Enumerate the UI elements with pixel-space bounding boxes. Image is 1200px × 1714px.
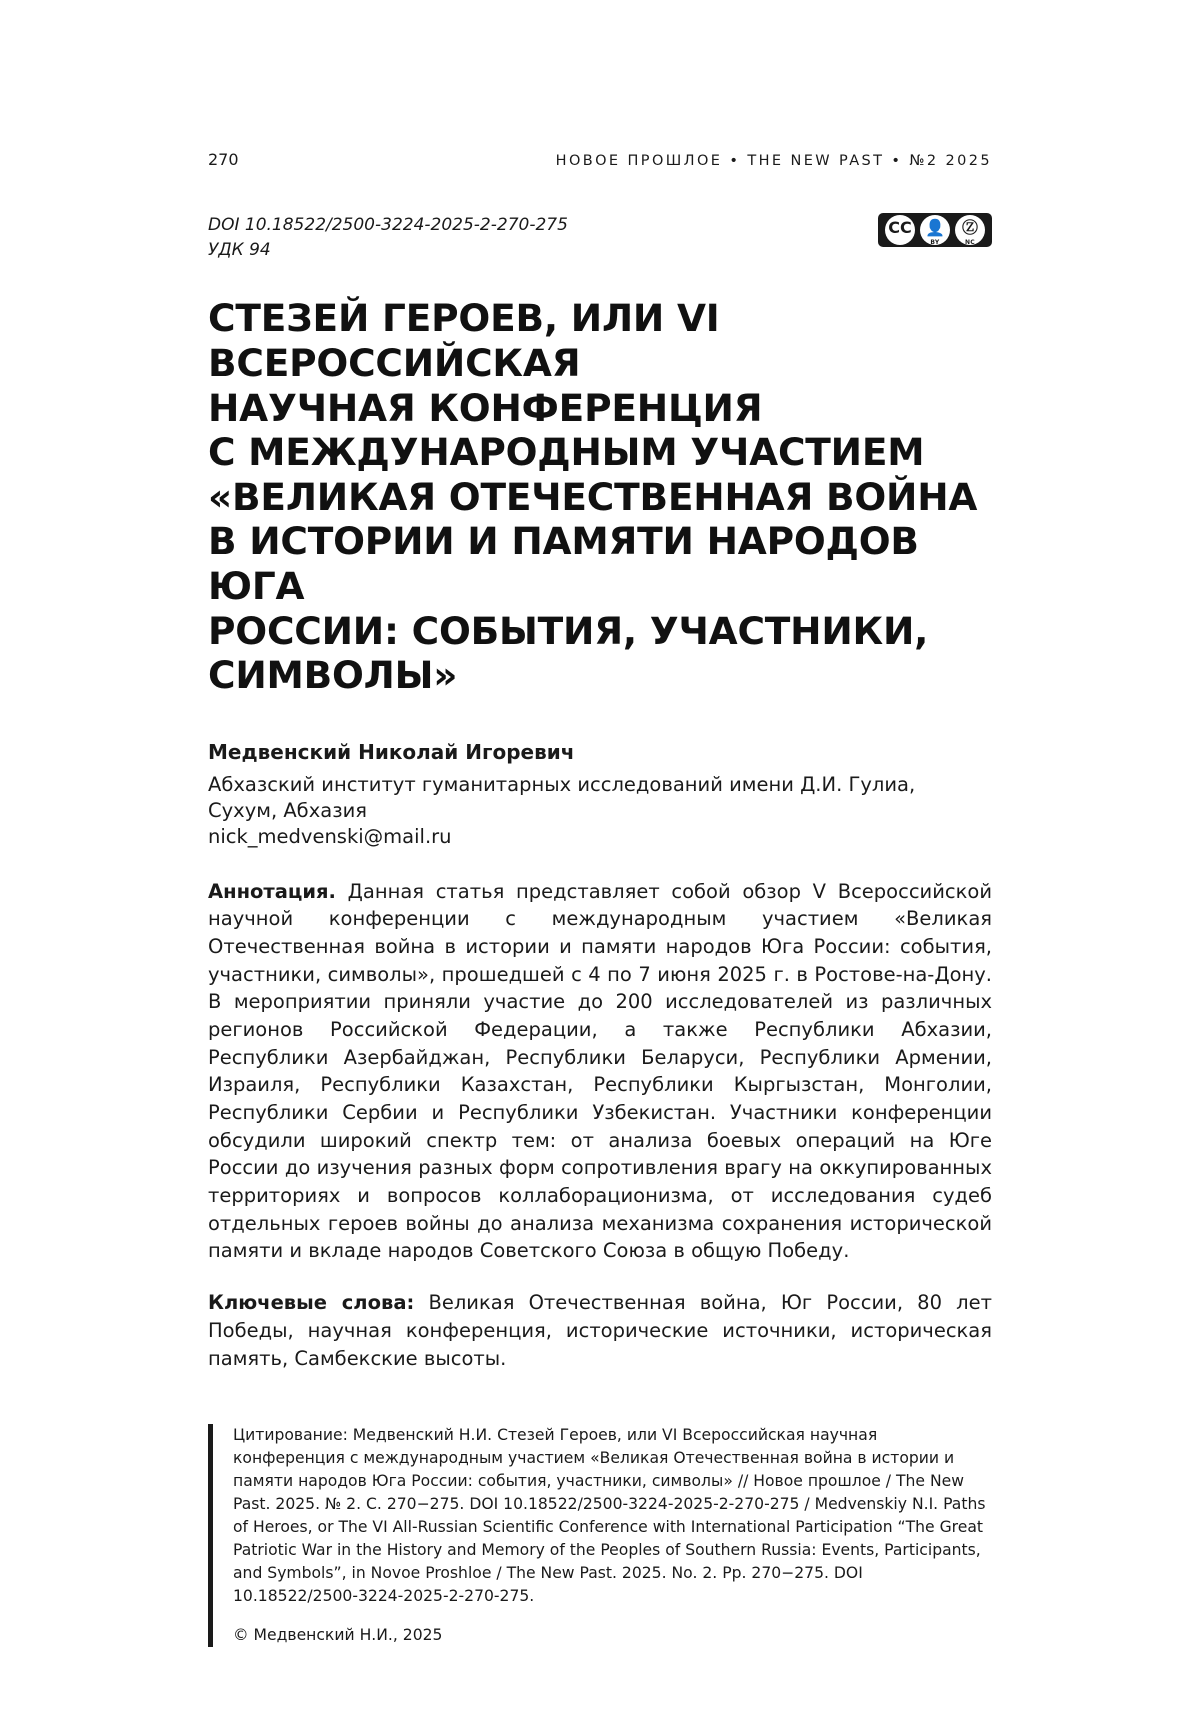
page-number: 270 xyxy=(208,150,239,169)
citation-block xyxy=(208,1424,992,1646)
author-email[interactable]: nick_medvenski@mail.ru xyxy=(208,824,452,848)
citation-text: Цитирование: Медвенский Н.И. Стезей Героев, или VI Всероссийская научная конференция с международным участием «Великая Отечественная война в истории и памяти народов Юга России: события, участники, символы» // Новое прошлое / The New Past. 2025. № 2. С. 270−275. DOI 10.18522/2500-3224-2025-2-270-275 / Medvenskiy N.I. Paths of Heroes, or The VI All-Russian Scientific Conference with International Participation “The Great Patriotic War in the History and Memory of the Peoples of Southern Russia: Events, Participants, and Symbols”, in Novoe Proshloe / The New Past. 2025. No. 2. Pp. 270−275. DOI 10.18522/2500-3224-2025-2-270-275. xyxy=(233,1426,986,1605)
affiliation-line: Абхазский институт гуманитарных исследований имени Д.И. Гулиа, xyxy=(208,772,916,796)
copyright-text: © Медвенский Н.И., 2025 xyxy=(233,1625,443,1644)
author-affiliation xyxy=(208,772,992,825)
author-block xyxy=(208,740,992,848)
identifiers xyxy=(208,213,568,262)
page-title xyxy=(208,296,992,698)
doi-text: DOI 10.18522/2500-3224-2025-2-270-275 xyxy=(208,215,568,235)
keywords-paragraph xyxy=(208,1289,992,1372)
running-head xyxy=(208,150,992,169)
title-line: СТЕЗЕЙ ГЕРОЕВ, ИЛИ VI ВСЕРОССИЙСКАЯ xyxy=(208,296,720,385)
keywords-label: Ключевые слова: xyxy=(208,1291,415,1315)
keywords-text: Великая Отечественная война, Юг России, 80 лет Победы, научная конференция, исторические источники, историческая память, Самбекские высоты. xyxy=(208,1291,992,1370)
cc-nc-icon: Ⓩ NC xyxy=(955,215,985,245)
title-line: РОССИИ: СОБЫТИЯ, УЧАСТНИКИ, xyxy=(208,608,929,653)
udk-text: УДК 94 xyxy=(208,239,271,260)
affiliation-line: Сухум, Абхазия xyxy=(208,799,367,823)
citation-body xyxy=(233,1424,992,1646)
abstract-label: Аннотация. xyxy=(208,879,336,903)
title-line: «ВЕЛИКАЯ ОТЕЧЕСТВЕННАЯ ВОЙНА xyxy=(208,474,978,519)
cc-by-icon: 👤 BY xyxy=(920,215,950,245)
cc-icon: CC xyxy=(885,215,915,245)
title-line: СИМВОЛЫ» xyxy=(208,653,458,698)
creative-commons-badge xyxy=(878,213,992,247)
title-line: С МЕЖДУНАРОДНЫМ УЧАСТИЕМ xyxy=(208,430,925,475)
author-name: Медвенский Николай Игоревич xyxy=(208,739,575,764)
identifiers-row xyxy=(208,213,992,262)
abstract-text: Данная статья представляет собой обзор V Всероссийской научной конференции с международным участием «Великая Отечественная война в истории и памяти народов Юга России: события, участники, символы», прошедшей с 4 по 7 июня 2025 г. в Ростове-на-Дону. В мероприятии приняли участие до 200 исследователей из различных регионов Российской Федерации, а также Республики Абхазии, Республики Азербайджан, Республики Беларуси, Республики Армении, Израиля, Республики Казахстан, Республики Кыргызстан, Монголии, Республики Сербии и Республики Узбекистан. Участники конференции обсудили широкий спектр тем: от анализа боевых операций на Юге России до изучения разных форм сопротивления врагу на оккупированных территориях и вопросов коллаборационизма, от исследования судеб отдельных героев войны до анализа механизма сохранения исторической памяти и вкладе народов Советского Союза в общую Победу. xyxy=(208,879,992,1263)
title-line: НАУЧНАЯ КОНФЕРЕНЦИЯ xyxy=(208,385,763,430)
abstract-paragraph xyxy=(208,878,992,1266)
journal-running-title: НОВОЕ ПРОШЛОЕ • THE NEW PAST • №2 2025 xyxy=(555,153,992,169)
title-line: В ИСТОРИИ И ПАМЯТИ НАРОДОВ ЮГА xyxy=(208,519,919,609)
citation-rule xyxy=(208,1424,213,1646)
